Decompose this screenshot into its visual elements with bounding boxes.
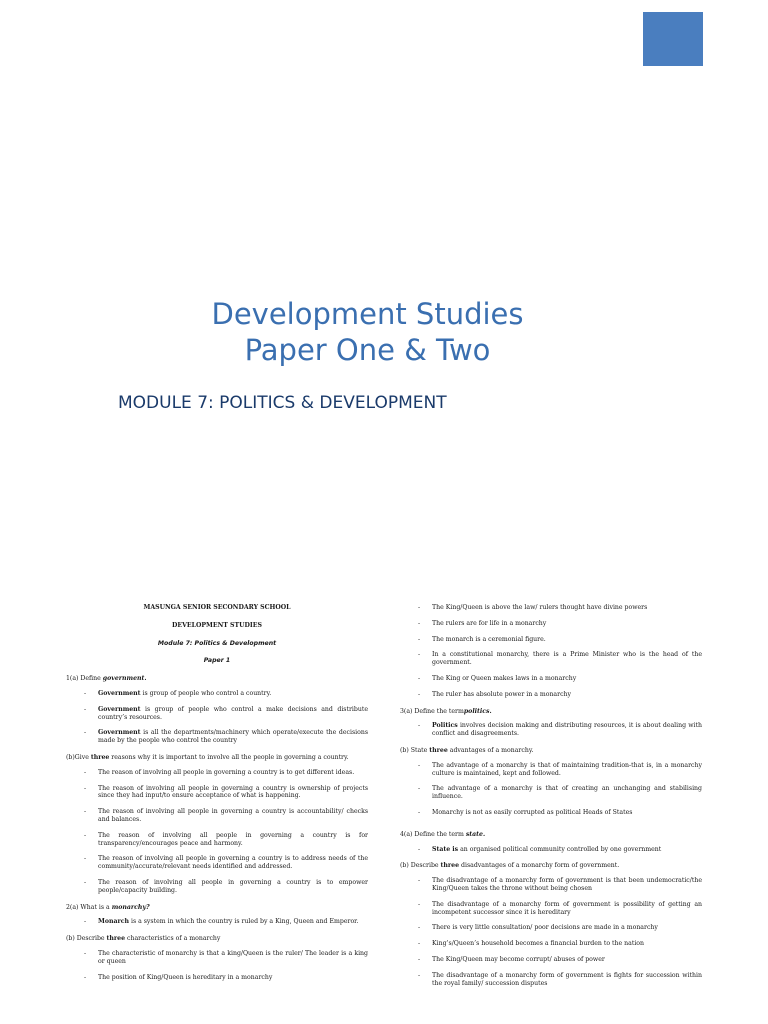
module-heading: MODULE 7: POLITICS & DEVELOPMENT <box>118 393 447 413</box>
list-item-text: The reason of involving all people in governing a country is to empower people/capacity building. <box>98 878 368 894</box>
list-item-text: King’s/Queen’s household becomes a financial burden to the nation <box>432 940 645 948</box>
bullet-dash: - <box>418 877 421 885</box>
list-item-text: Monarchy is not as easily corrupted as political Heads of States <box>432 808 633 816</box>
bullet-dash: - <box>84 973 87 981</box>
cover-title-line-1: Development Studies <box>211 297 524 331</box>
list-item <box>400 651 702 667</box>
question-3b <box>400 747 702 755</box>
bullet-dash: - <box>418 604 421 611</box>
list-item-text: is group of people who control a country. <box>140 689 272 697</box>
bullet-dash: - <box>84 808 87 816</box>
bullet-dash: - <box>84 729 87 737</box>
question-text: (b)Give <box>66 753 91 761</box>
list-item <box>66 832 368 848</box>
list-item <box>66 855 368 871</box>
list-item <box>400 940 702 948</box>
list-item-text: The monarch is a ceremonial figure. <box>432 635 546 643</box>
list-item-text: is a system in which the country is ruled by a King, Queen and Emperor. <box>129 918 359 926</box>
question-4b <box>400 862 702 870</box>
list-item <box>400 785 702 801</box>
bullet-dash: - <box>84 949 87 957</box>
list-item <box>400 809 702 817</box>
list-item-text: is group of people who control a make decisions and distribute country’s resources. <box>98 705 368 721</box>
list-item <box>66 706 368 722</box>
list-item-text: The disadvantage of a monarchy form of government is that been undemocratic/the King/Queen takes the throne without being chosen <box>432 877 702 892</box>
question-term: government. <box>102 675 147 683</box>
list-item <box>400 636 702 644</box>
left-column <box>66 604 368 989</box>
list-item <box>66 769 368 777</box>
list-item-text: In a constitutional monarchy, there is a Prime Minister who is the head of the government. <box>432 651 702 667</box>
list-item-term: Government <box>98 705 141 713</box>
list-item-text: The reason of involving all people in governing a country is to get different ideas. <box>98 768 355 776</box>
bullet-dash: - <box>84 784 87 792</box>
list-item <box>400 972 702 988</box>
list-item-text: The King/Queen may become corrupt/ abuses of power <box>432 955 605 963</box>
question-emphasis: three <box>440 862 460 870</box>
question-2b <box>66 935 368 943</box>
bullet-dash: - <box>84 768 87 776</box>
question-3a <box>400 708 702 716</box>
bullet-dash: - <box>418 635 421 643</box>
list-item <box>400 956 702 964</box>
list-item <box>400 877 702 893</box>
list-item-text: The characteristic of monarchy is that a king/Queen is the ruler/ The leader is a king or queen <box>98 949 368 965</box>
question-term: state. <box>465 830 486 838</box>
list-item <box>66 879 368 895</box>
module-name: : Politics & Development <box>189 639 277 647</box>
bullet-dash: - <box>418 674 421 682</box>
bullet-dash: - <box>84 878 87 886</box>
question-text: (b) Describe <box>400 862 441 870</box>
module-number: Module 7 <box>157 639 190 647</box>
answer-list-2b-continued <box>400 604 702 699</box>
bullet-dash: - <box>418 690 421 698</box>
answer-list-2b <box>66 950 368 981</box>
subject-name: DEVELOPMENT STUDIES <box>172 621 262 629</box>
question-text: (b) Describe <box>66 935 107 943</box>
question-2a <box>66 904 368 912</box>
list-item <box>66 729 368 745</box>
list-item <box>400 675 702 683</box>
list-item <box>66 808 368 824</box>
question-text: reasons why it is important to involve all the people in governing a country. <box>109 753 349 761</box>
question-text: 4(a) Define the term <box>400 830 466 838</box>
bullet-dash: - <box>418 761 421 769</box>
bullet-dash: - <box>418 808 421 816</box>
bullet-dash: - <box>418 785 421 793</box>
question-emphasis: three <box>429 746 448 754</box>
answer-list-2a <box>66 918 368 926</box>
list-item-text: The advantage of a monarchy is that of creating an unchanging and stabilising influence. <box>432 785 702 801</box>
list-item <box>400 722 702 738</box>
list-item-text: The advantage of a monarchy is that of maintaining tradition-that is, in a monarchy culture is maintained, kept and followed. <box>432 761 702 777</box>
bullet-dash: - <box>418 651 421 659</box>
list-item-text: an organised political community controlled by one government <box>458 845 662 853</box>
list-item-term: State is <box>432 845 459 853</box>
list-item-term: Government <box>98 689 141 697</box>
list-item-text: The King or Queen makes laws in a monarchy <box>432 674 577 682</box>
list-item <box>66 690 368 698</box>
list-item-text: The ruler has absolute power in a monarchy <box>432 690 572 698</box>
bullet-dash: - <box>418 940 421 948</box>
question-text: (b) State <box>400 746 430 754</box>
bullet-dash: - <box>84 705 87 713</box>
list-item-text: is all the departments/machinery which operate/execute the decisions made by the people who control the country <box>98 729 368 745</box>
list-item <box>66 785 368 801</box>
question-term: monarchy? <box>111 903 150 911</box>
question-text: advantages of a monarchy. <box>447 746 534 754</box>
module-line <box>66 640 368 648</box>
bullet-dash: - <box>418 845 421 853</box>
list-item-text: involves decision making and distributing resources, it is about dealing with conflict and disagreements. <box>432 722 702 738</box>
list-item <box>66 918 368 926</box>
list-item-text: The reason of involving all people in governing a country is for transparency/encourages peace and harmony. <box>98 831 368 847</box>
answer-list-1b <box>66 769 368 895</box>
list-item-text: The reason of involving all people in governing a country is ownership of projects since they had input/to ensure acceptance of what is happening. <box>98 784 368 800</box>
question-text: characteristics of a monarchy <box>125 935 221 943</box>
question-text: 1(a) Define <box>66 675 103 683</box>
list-item <box>66 950 368 966</box>
list-item <box>400 620 702 628</box>
question-term: politics. <box>463 707 492 715</box>
question-4a <box>400 831 702 839</box>
list-item <box>400 846 702 854</box>
answer-list-4b <box>400 877 702 987</box>
list-item-term: Monarch <box>98 918 130 926</box>
bullet-dash: - <box>418 722 421 730</box>
bullet-dash: - <box>84 831 87 839</box>
bullet-dash: - <box>84 689 87 697</box>
cover-title-line-2: Paper One & Two <box>244 333 491 367</box>
school-name: MASUNGA SENIOR SECONDARY SCHOOL <box>143 604 291 611</box>
bullet-dash: - <box>84 855 87 863</box>
list-item <box>66 974 368 982</box>
list-item <box>400 924 702 932</box>
paper-label: Paper 1 <box>203 657 231 665</box>
list-item-text: The position of King/Queen is hereditary in a monarchy <box>98 973 273 981</box>
bullet-dash: - <box>418 619 421 627</box>
answer-list-3b <box>400 762 702 817</box>
list-item-text: The reason of involving all people in governing a country is to address needs of the community/accurate/relevant needs identified and addressed. <box>98 855 368 871</box>
bullet-dash: - <box>418 971 421 979</box>
cover-accent-block <box>643 12 703 66</box>
bullet-dash: - <box>418 900 421 908</box>
answer-list-1a <box>66 690 368 745</box>
list-item <box>400 901 702 917</box>
list-item-text: The disadvantage of a monarchy form of government is fights for succession within the royal family/ succession disputes <box>432 971 702 987</box>
list-item-text: There is very little consultation/ poor decisions are made in a monarchy <box>432 924 658 932</box>
list-item <box>400 604 702 612</box>
list-item <box>400 691 702 699</box>
bullet-dash: - <box>418 955 421 963</box>
question-text: disadvantages of a monarchy form of government. <box>459 862 620 870</box>
question-text: 3(a) Define the term <box>400 707 464 715</box>
answer-list-4a <box>400 846 702 854</box>
list-item-text: The rulers are for life in a monarchy <box>432 619 547 627</box>
right-column <box>400 604 702 995</box>
question-1b <box>66 754 368 762</box>
list-item-text: The King/Queen is above the law/ rulers thought have divine powers <box>432 604 648 611</box>
list-item <box>400 762 702 778</box>
list-item-term: Government <box>98 729 141 737</box>
answer-list-3a <box>400 722 702 738</box>
bullet-dash: - <box>418 924 421 932</box>
list-item-text: The reason of involving all people in governing a country is accountability/ checks and balances. <box>98 808 368 823</box>
question-emphasis: three <box>90 753 110 761</box>
question-1a <box>66 675 368 683</box>
question-emphasis: three <box>106 935 126 943</box>
list-item-term: Politics <box>432 722 458 730</box>
list-item-text: The disadvantage of a monarchy form of government is possibility of getting an incompetent successor since it is hereditary <box>432 900 702 916</box>
bullet-dash: - <box>84 918 87 926</box>
question-text: 2(a) What is a <box>66 903 112 911</box>
